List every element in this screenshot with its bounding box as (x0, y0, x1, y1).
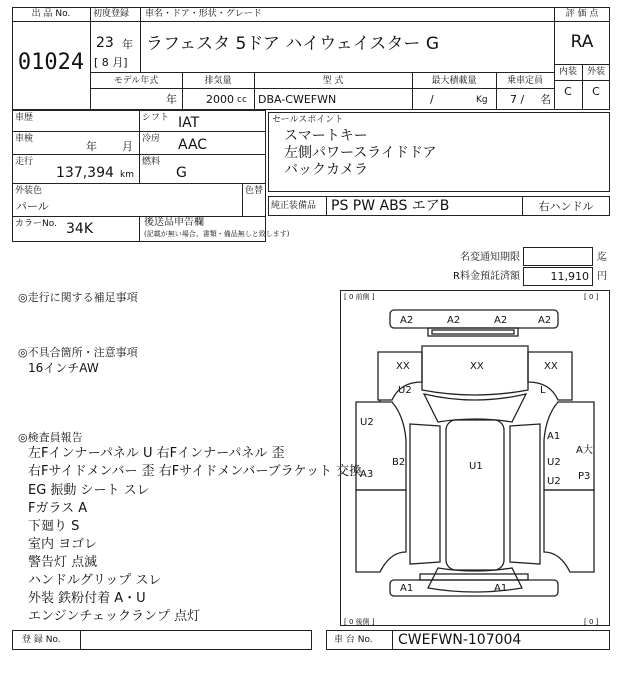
divider (12, 131, 266, 132)
sales-point-item: スマートキー (284, 128, 368, 144)
mileage-value: 137,394 (56, 165, 114, 181)
damage-mark-left-rear: A3 (360, 469, 374, 480)
registration-no-label: 登 録 No. (22, 635, 61, 645)
diagram-rear-note: [ 0 後側 ] (344, 618, 375, 626)
color-no: 34K (66, 221, 93, 237)
rear-bumper-inner (420, 574, 528, 580)
defect-item: 16インチAW (28, 361, 99, 375)
exterior-color-label: 外装色 (15, 186, 43, 196)
inspector-report-line: 左Fインナーパネル U 右Fインナーパネル 歪 (28, 446, 285, 461)
inspector-report-line: EG 振動 シート スレ (28, 483, 150, 498)
front-grille-inner (432, 330, 514, 334)
diagram-front-right-note: [ 0 ] (584, 293, 599, 301)
inspector-report-line: 警告灯 点滅 (28, 555, 98, 570)
inspector-report-line: エンジンチェックランプ 点灯 (28, 609, 201, 624)
sales-points-label: セールスポイント (272, 115, 344, 125)
damage-mark-front-bumper-1: A2 (400, 315, 414, 326)
divider (90, 72, 554, 73)
max-load-label: 最大積載量 (431, 76, 477, 86)
chassis-no: CWEFWN-107004 (398, 632, 522, 648)
damage-mark-front-bumper-3: A2 (494, 315, 508, 326)
divider (139, 110, 140, 183)
aftermarket-label: 後送品申告欄 (144, 217, 204, 228)
mileage-label: 走行 (15, 157, 34, 167)
lot-no-label: 出 品 No. (31, 9, 71, 19)
capacity-label: 乗車定員 (506, 76, 543, 86)
exterior-label: 外装 (586, 67, 605, 77)
displacement: 2000 (206, 93, 234, 106)
damage-mark-left-door: B2 (392, 457, 406, 468)
roof (446, 420, 504, 570)
divider (242, 183, 243, 216)
ac-value: AAC (178, 137, 208, 153)
damage-mark-rear-bumper-1: A1 (400, 583, 414, 594)
front-bumper (390, 310, 558, 328)
damage-mark-right-door-1: A1 (547, 431, 561, 442)
damage-mark-left-pillar: U2 (360, 417, 374, 428)
inspector-report-line: 外装 鉄粉付着 A・U (28, 591, 146, 606)
damage-mark-front-bumper-4: A2 (538, 315, 552, 326)
diagram-rear-right-note: [ 0 ] (584, 618, 599, 626)
capacity-unit: 名 (540, 93, 551, 106)
exterior-color: パール (16, 200, 49, 213)
damage-mark-front-left-fender: XX (396, 361, 410, 372)
ac-label: 冷房 (142, 134, 161, 144)
steering-side: 右ハンドル (538, 200, 594, 213)
inspection-year: 年 (86, 140, 97, 153)
model-year: 年 (166, 93, 177, 106)
name-change-deadline-value (523, 247, 593, 266)
damage-mark-right-door-3: U2 (547, 476, 561, 487)
score-value: RA (570, 32, 594, 52)
damage-mark-roof: U1 (469, 461, 483, 472)
divider (12, 183, 266, 184)
inspector-report-line: 室内 ヨゴレ (28, 537, 98, 552)
chassis-no-label: 車 台 No. (334, 635, 373, 645)
recycle-fee-label: R料金預託済額 (453, 271, 520, 282)
history-label: 車歴 (15, 113, 34, 123)
sales-point-item: バックカメラ (284, 162, 368, 178)
inspector-report-line: Fガラス A (28, 501, 88, 516)
sales-point-item: 左側パワースライドドア (284, 145, 437, 161)
recycle-fee-value: 11,910 (550, 270, 589, 283)
damage-mark-front-bumper-2: A2 (447, 315, 461, 326)
inspector-report-line: ハンドルグリップ スレ (28, 573, 162, 588)
damage-mark-right-rear: P3 (578, 471, 591, 482)
inspector-report-line: 右Fサイドメンバー 歪 右Fサイドメンバーブラケット 交換 (28, 464, 363, 479)
exterior-grade: C (592, 85, 600, 98)
fuel-value: G (176, 165, 187, 181)
inspector-report-line: 下廻り S (28, 519, 80, 534)
damage-mark-front-right-fender-2: L (540, 385, 546, 396)
shift-value: IAT (178, 115, 200, 131)
divider (140, 7, 141, 72)
divider (139, 216, 140, 242)
divider (90, 7, 91, 110)
equipment-value: PS PW ABS エアB (331, 198, 450, 214)
inspection-month: 月 (122, 140, 133, 153)
first-registration-label: 初度登録 (93, 9, 130, 19)
damage-mark-hood: XX (470, 361, 484, 372)
divider (12, 21, 90, 22)
max-load: / (430, 93, 434, 106)
inspector-report-label: ◎検査員報告 (18, 431, 83, 444)
interior-grade: C (564, 85, 572, 98)
damage-mark-right-side-large: A大 (576, 445, 593, 456)
divider (12, 154, 266, 155)
divider (326, 196, 327, 216)
divider (80, 630, 81, 650)
first-registration-year: 23 (96, 35, 114, 51)
divider (90, 21, 554, 22)
car-outline (340, 290, 610, 626)
name-change-unit: 迄 (597, 252, 607, 263)
right-side-lower (544, 490, 594, 572)
divider (392, 630, 393, 650)
divider (554, 21, 610, 22)
left-pillar (410, 424, 440, 564)
type-label: 型 式 (322, 76, 344, 86)
right-pillar (510, 424, 540, 564)
diagram-front-note: [ 0 前側 ] (344, 293, 375, 301)
front-grille (428, 328, 518, 336)
interior-label: 内装 (558, 67, 577, 77)
displacement-unit: cc (237, 95, 247, 105)
name-change-deadline-label: 名変通知期限 (460, 252, 520, 263)
driving-notes-label: ◎走行に関する補足事項 (18, 291, 138, 304)
recycle-fee-unit: 円 (597, 271, 607, 282)
mileage-unit: km (120, 170, 134, 180)
damage-mark-front-left-fender-2: U2 (398, 385, 412, 396)
left-side-lower (356, 490, 406, 572)
model-year-label: モデル年式 (113, 76, 159, 86)
aftermarket-note: (記載が無い場合、書類・備品無しと致します) (144, 230, 290, 238)
model-name: ラフェスタ 5ドア ハイウェイスター G (146, 34, 439, 54)
vehicle-type: DBA-CWEFWN (258, 93, 337, 106)
windshield (424, 394, 526, 422)
damage-mark-rear-bumper-2: A1 (494, 583, 508, 594)
damage-mark-right-door-2: U2 (547, 457, 561, 468)
defects-label: ◎不具合箇所・注意事項 (18, 346, 138, 359)
lot-no: 01024 (17, 50, 85, 75)
year-unit: 年 (122, 38, 133, 51)
color-no-label: カラーNo. (15, 219, 57, 229)
recolor-label: 色替 (245, 186, 264, 196)
damage-mark-front-right-fender: XX (544, 361, 558, 372)
divider (90, 88, 554, 89)
shift-label: シフト (142, 113, 170, 123)
fuel-label: 燃料 (142, 157, 161, 167)
capacity: 7 / (510, 93, 525, 106)
max-load-unit: Kg (476, 95, 488, 105)
score-label: 評 価 点 (565, 9, 599, 19)
displacement-label: 排気量 (204, 76, 232, 86)
inspection-label: 車検 (15, 134, 34, 144)
right-front-fender (528, 352, 572, 400)
first-registration-month: [ 8 月] (94, 56, 128, 69)
rear-bumper (390, 580, 558, 596)
model-label: 車名・ドア・形状・グレード (145, 9, 262, 19)
equipment-label: 純正装備品 (271, 201, 317, 211)
